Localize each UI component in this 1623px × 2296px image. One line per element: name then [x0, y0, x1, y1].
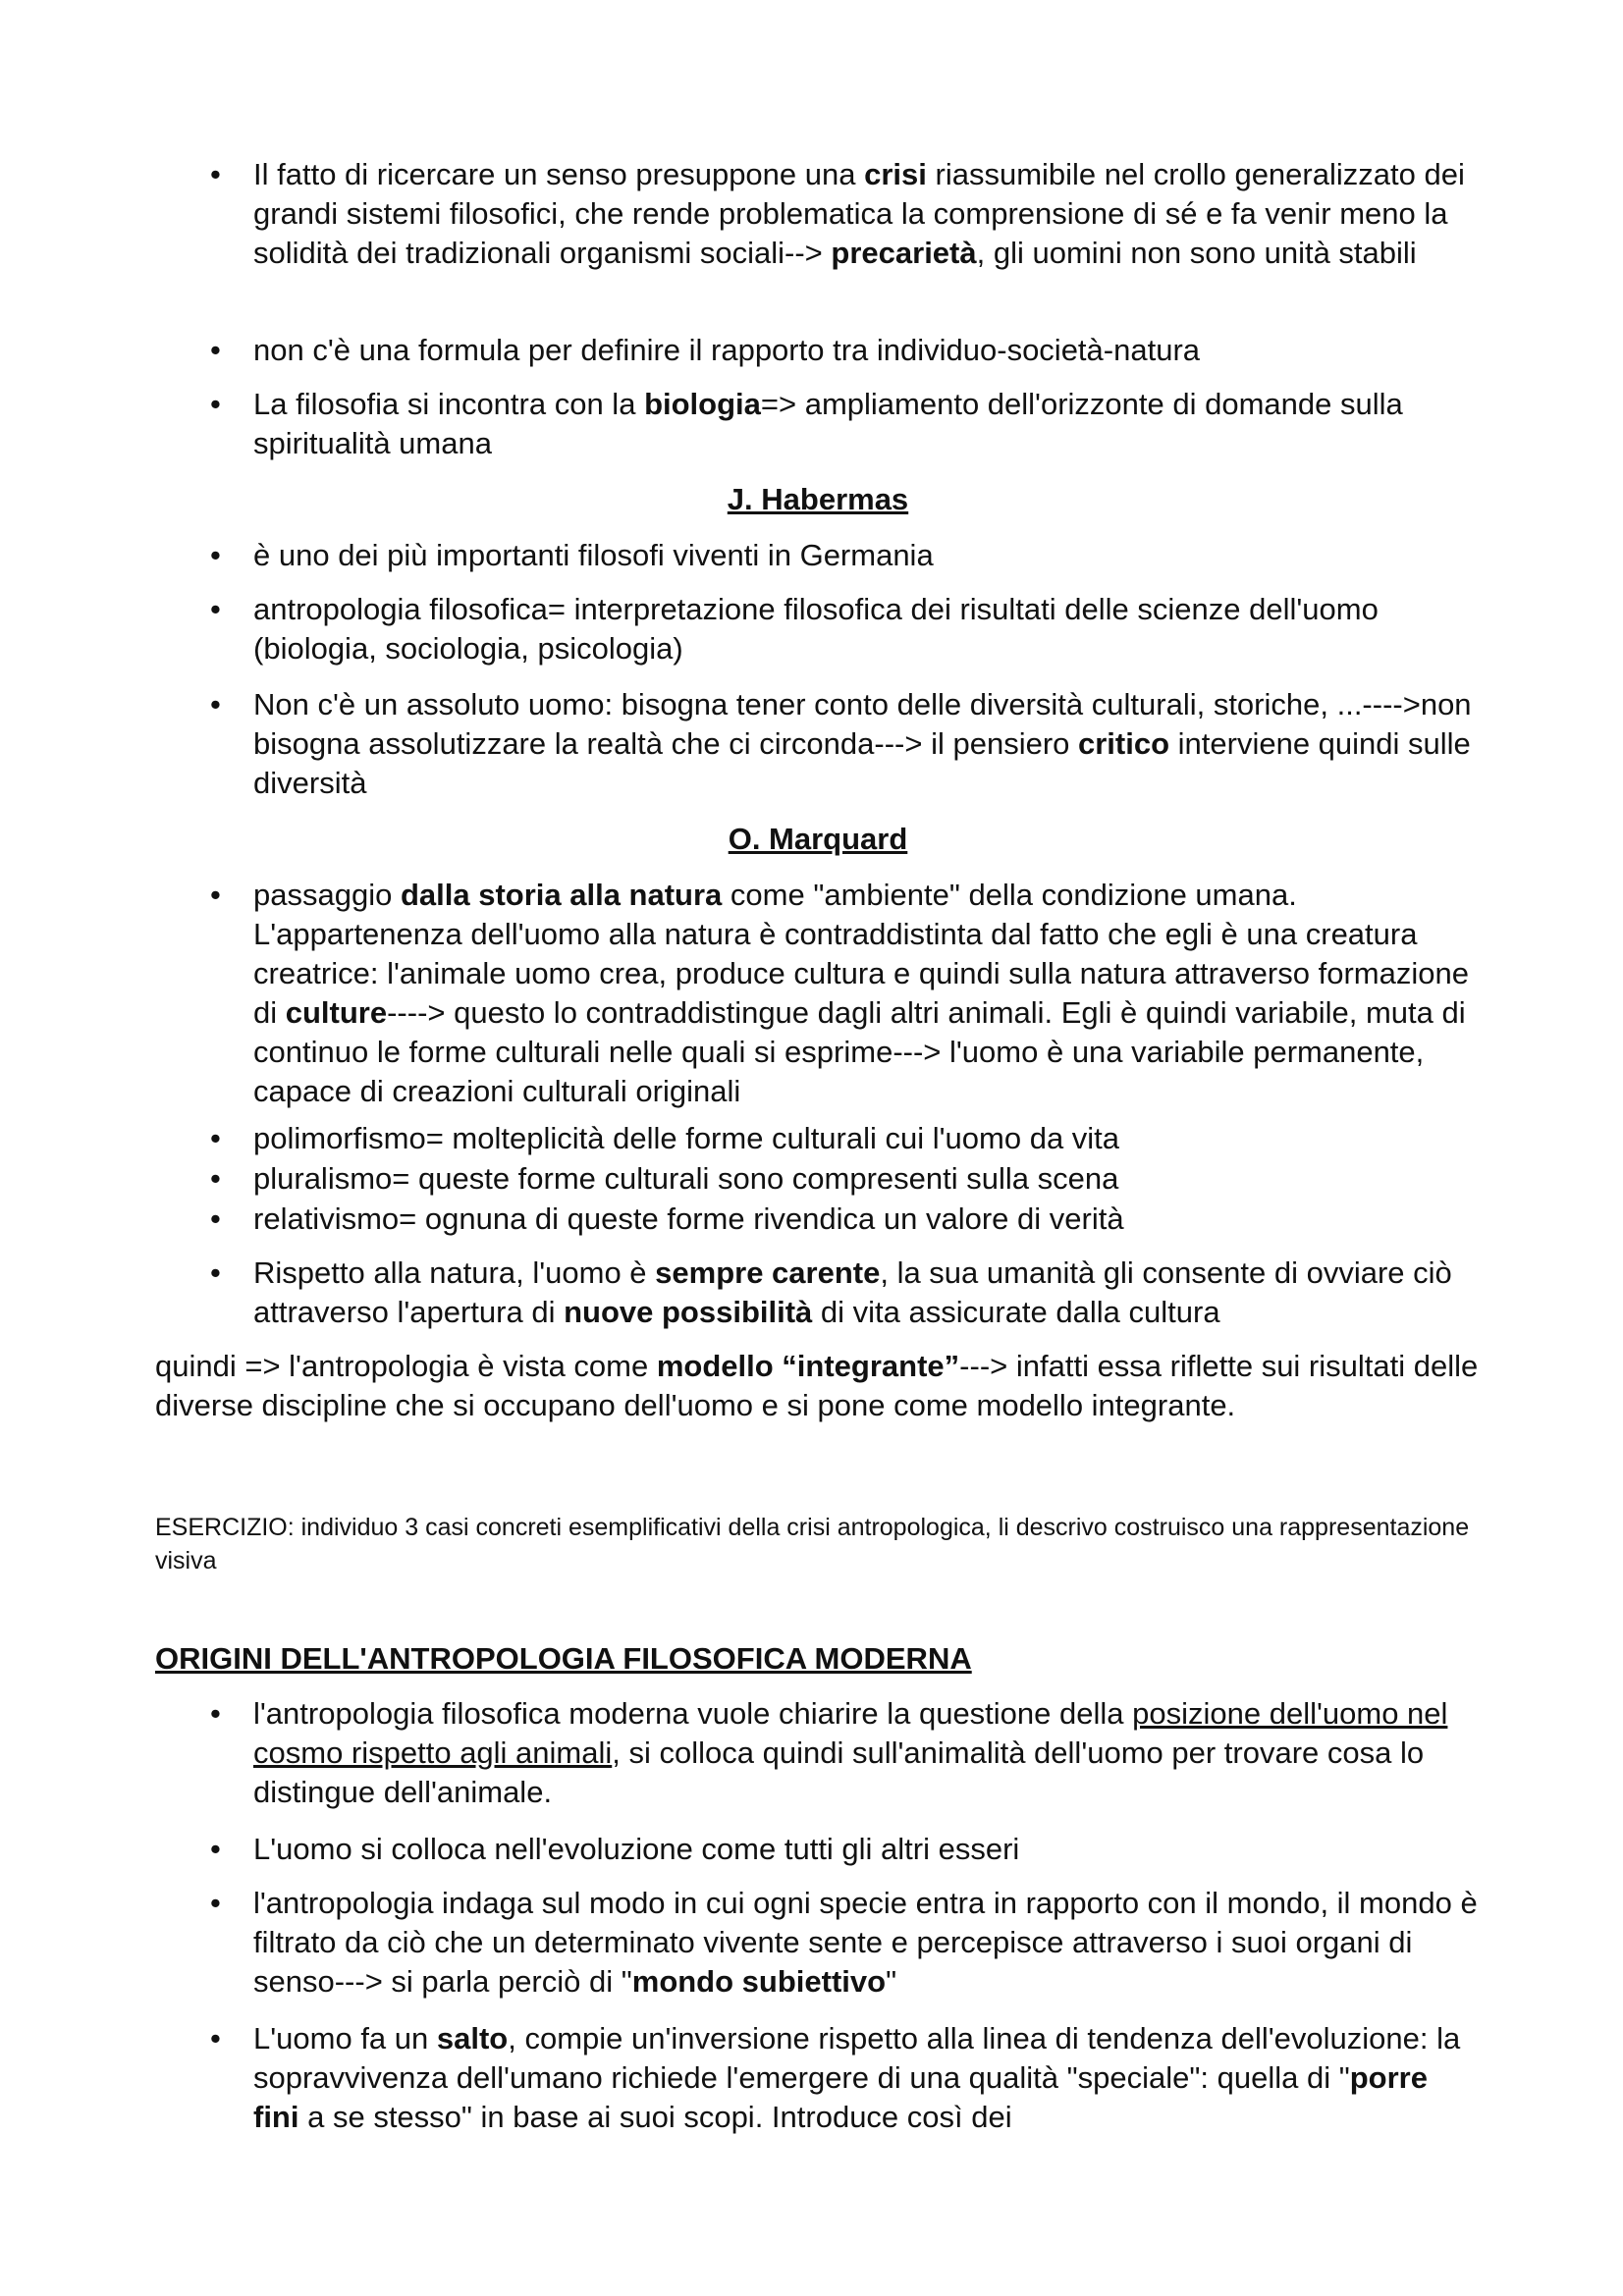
list-item: • Non c'è un assoluto uomo: bisogna tener conto delle diversità culturali, storiche, ...---->non bisogna assolutizzare la realtà che ci circonda---> il pensiero critico interviene quindi sulle diversità [253, 685, 1481, 803]
conclusion-paragraph: quindi => l'antropologia è vista come modello “integrante”---> infatti essa riflette sui risultati delle diverse discipline che si occupano dell'uomo e si pone come modello integrante. [155, 1349, 1479, 1422]
list-item: • non c'è una formula per definire il rapporto tra individuo-società-natura [253, 331, 1481, 370]
origini-heading: ORIGINI DELL'ANTROPOLOGIA FILOSOFICA MODERNA [155, 1641, 972, 1676]
list-item: • L'uomo fa un salto, compie un'inversione rispetto alla linea di tendenza dell'evoluzione: la sopravvivenza dell'umano richiede l'emergere di una qualità "speciale": quella di "porre fini a se stesso" in base ai suoi scopi. Introduce così dei [253, 2019, 1481, 2137]
list-item: • l'antropologia filosofica moderna vuole chiarire la questione della posizione dell'uomo nel cosmo rispetto agli animali, si colloca quindi sull'animalità dell'uomo per trovare cosa lo distingue dell'animale. [253, 1694, 1481, 1812]
list-item: • pluralismo= queste forme culturali sono compresenti sulla scena [253, 1159, 1481, 1199]
list-item: • relativismo= ognuna di queste forme rivendica un valore di verità [253, 1200, 1481, 1239]
list-item: • La filosofia si incontra con la biologia=> ampliamento dell'orizzonte di domande sulla spiritualità umana [253, 385, 1481, 463]
list-item: • passaggio dalla storia alla natura come "ambiente" della condizione umana. L'appartenenza dell'uomo alla natura è contraddistinta dal fatto che egli è una creatura creatrice: l'animale uomo crea, produce cultura e quindi sulla natura attraverso formazione di culture----> questo lo contraddistingue dagli altri animali. Egli è quindi variabile, muta di continuo le forme culturali nelle quali si esprime---> l'uomo è una variabile permanente, capace di creazioni culturali originali [253, 876, 1481, 1111]
exercise-note: ESERCIZIO: individuo 3 casi concreti esemplificativi della crisi antropologica, li descrivo costruisco una rappresentazione visiva [155, 1514, 1470, 1575]
list-item: • Il fatto di ricercare un senso presuppone una crisi riassumibile nel crollo generalizzato dei grandi sistemi filosofici, che rende problematica la comprensione di sé e fa venir meno la solidità dei tradizionali organismi sociali--> precarietà, gli uomini non sono unità stabili [253, 155, 1481, 273]
list-item: • è uno dei più importanti filosofi viventi in Germania [253, 536, 1481, 575]
list-item: • l'antropologia indaga sul modo in cui ogni specie entra in rapporto con il mondo, il mondo è filtrato da ciò che un determinato vivente sente e percepisce attraverso i suoi organi di senso---> si parla perciò di "mondo subiettivo" [253, 1884, 1481, 2002]
list-item: • polimorfismo= molteplicità delle forme culturali cui l'uomo da vita [253, 1119, 1481, 1158]
marquard-heading: O. Marquard [728, 822, 908, 856]
list-item: • Rispetto alla natura, l'uomo è sempre carente, la sua umanità gli consente di ovviare ciò attraverso l'apertura di nuove possibilità di vita assicurate dalla cultura [253, 1254, 1481, 1332]
list-item: • antropologia filosofica= interpretazione filosofica dei risultati delle scienze dell'uomo (biologia, sociologia, psicologia) [253, 590, 1481, 668]
list-item: • L'uomo si colloca nell'evoluzione come tutti gli altri esseri [253, 1830, 1481, 1869]
habermas-heading: J. Habermas [727, 482, 909, 516]
